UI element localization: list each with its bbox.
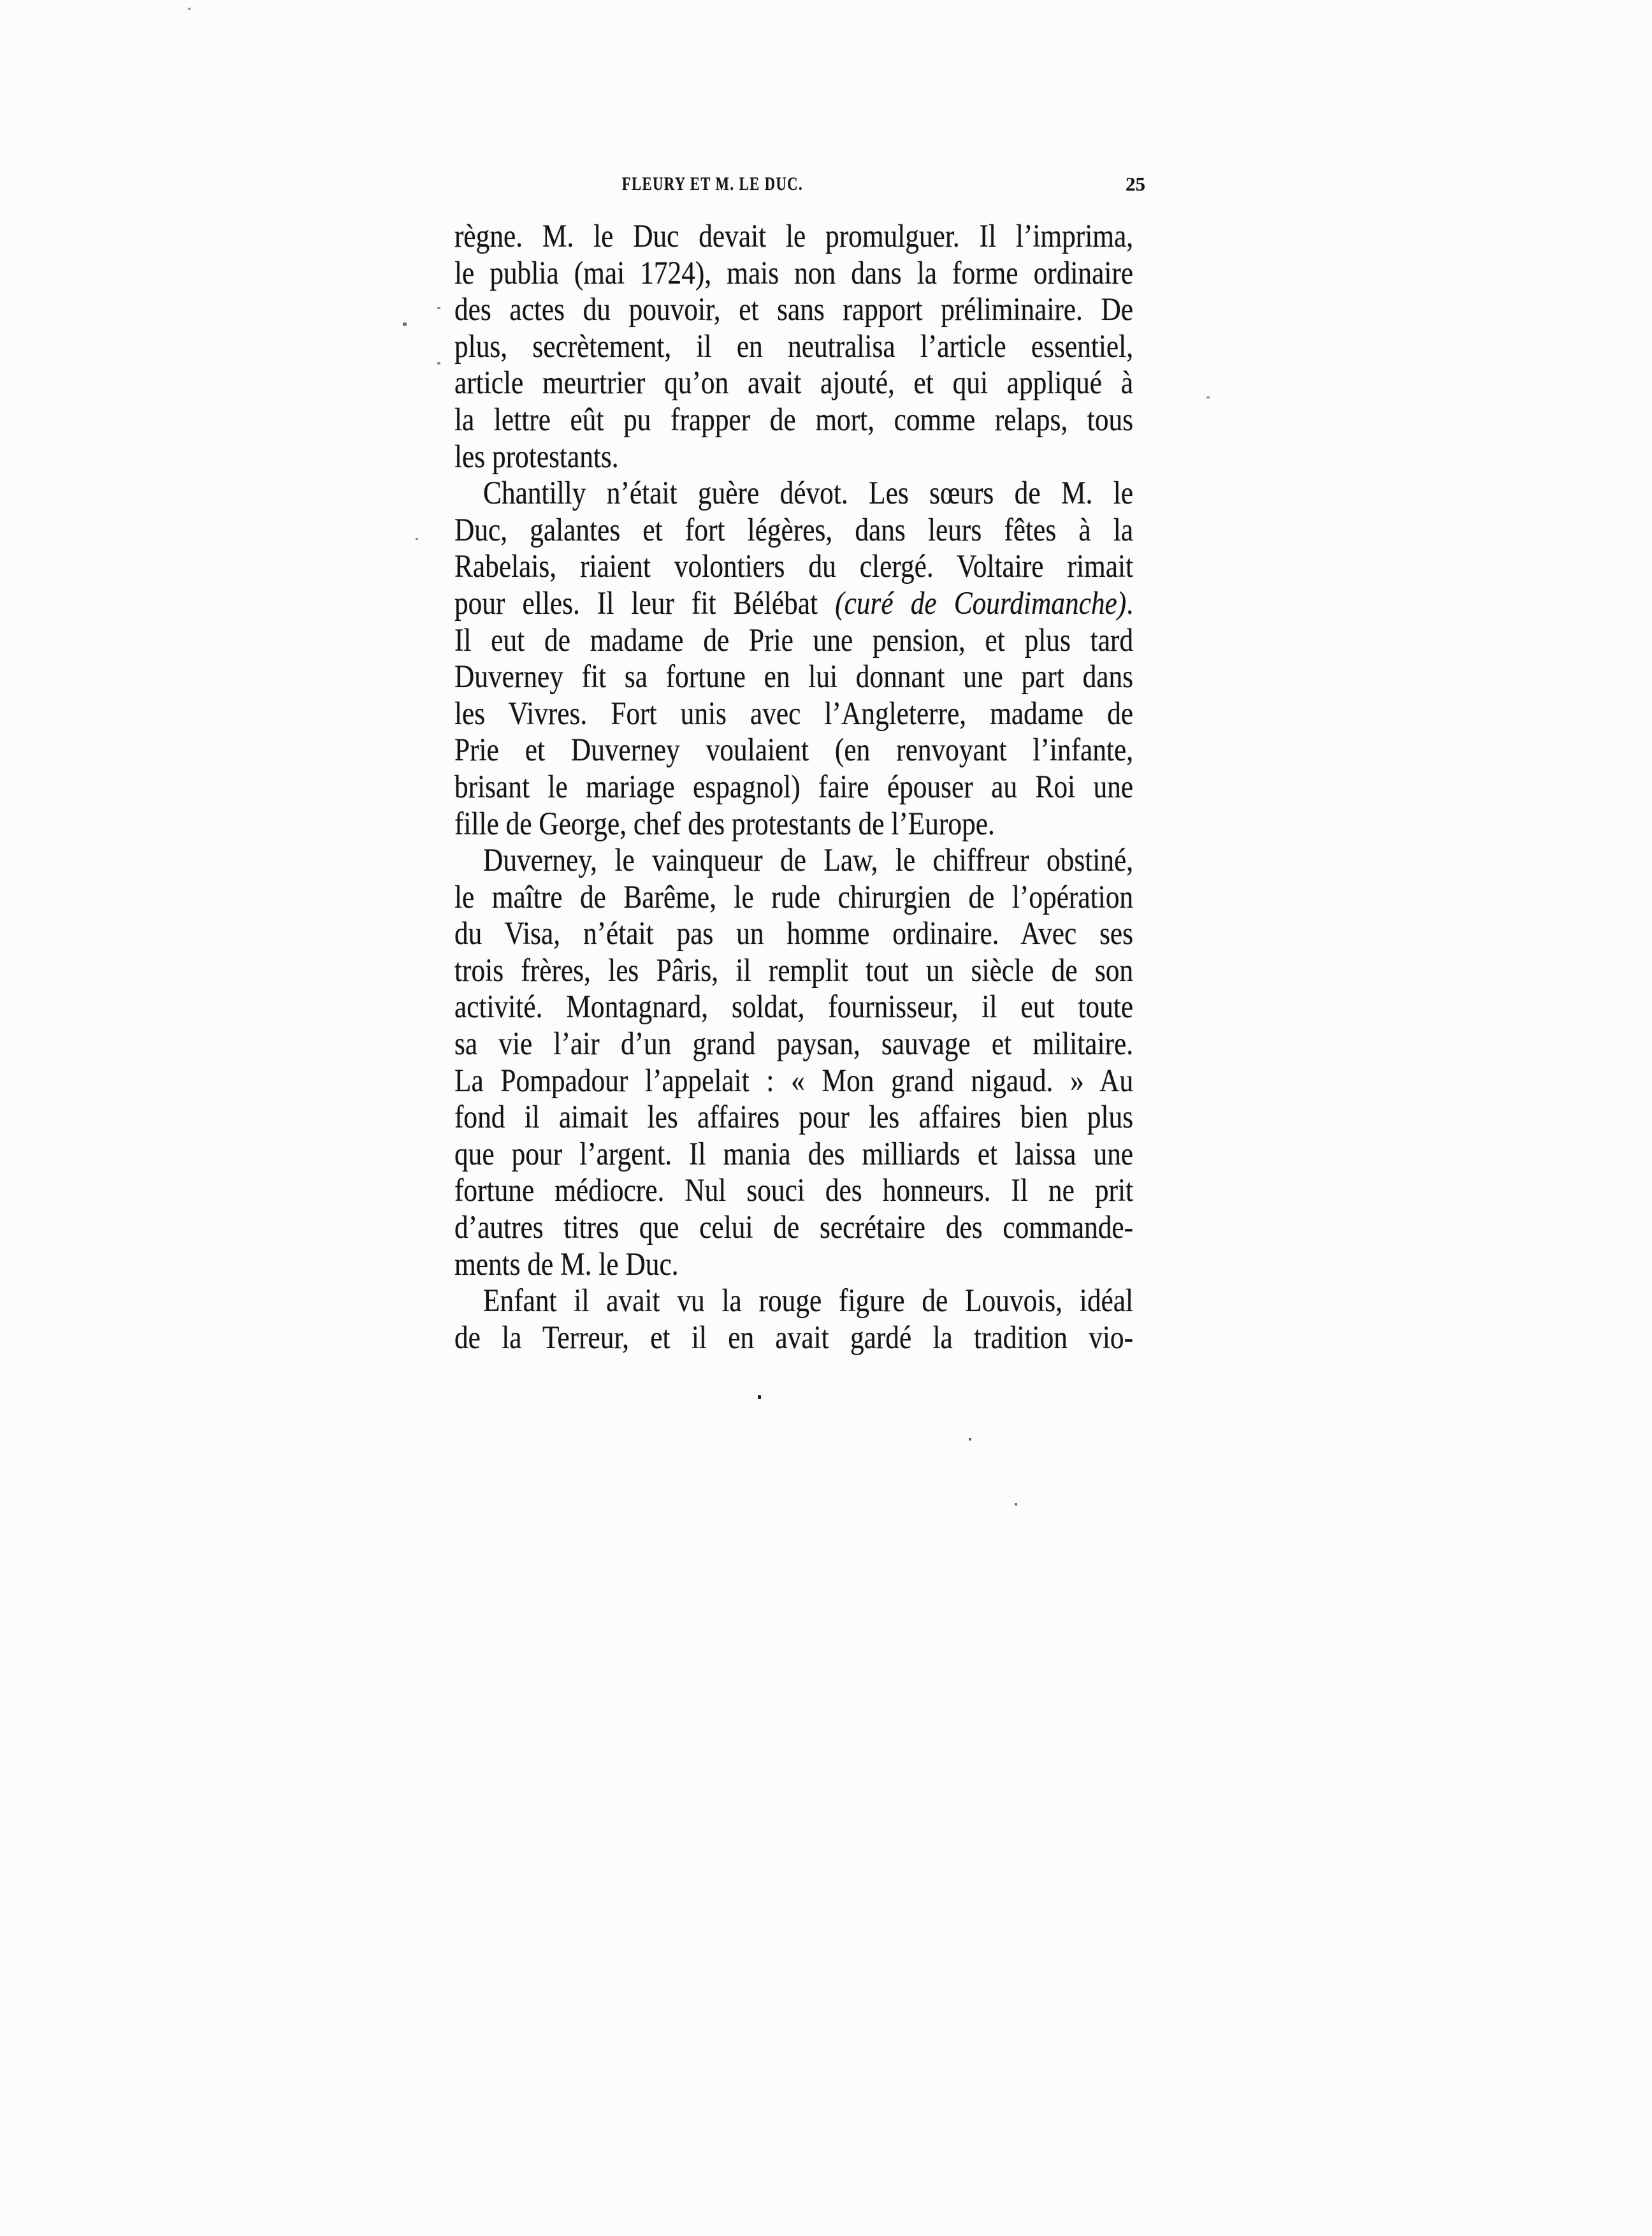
scan-speck	[403, 323, 407, 326]
text-line: les Vivres. Fort unis avec l’Angleterre, madame de	[454, 695, 1134, 732]
text-line: Duverney, le vainqueur de Law, le chiffreur obstiné,	[483, 843, 1134, 879]
text-line: Rabelais, riaient volontiers du clergé. Voltaire rimait	[454, 549, 1134, 585]
header-title: FLEURY ET M. LE DUC.	[621, 173, 804, 194]
text-run: pour elles. Il leur fit Bélébat	[454, 585, 836, 621]
text-line: activité. Montagnard, soldat, fournisseur, il eut toute	[454, 989, 1134, 1026]
italic-text: (curé de Courdimanche)	[835, 585, 1127, 621]
text-line: brisant le mariage espagnol) faire épouser au Roi une	[454, 769, 1134, 805]
text-line: ments de M. le Duc.	[454, 1246, 679, 1282]
scan-speck	[416, 538, 418, 540]
text-line: Duc, galantes et fort légères, dans leurs fêtes à la	[454, 512, 1134, 548]
scan-speck	[188, 8, 191, 10]
paragraph	[454, 219, 1133, 476]
paragraph	[454, 1283, 1133, 1356]
text-run: .	[1126, 585, 1134, 621]
text-line: d’autres titres que celui de secrétaire des commande-	[454, 1210, 1134, 1246]
text-line: trois frères, les Pâris, il remplit tout un siècle de son	[454, 952, 1134, 989]
scan-speck	[437, 307, 440, 309]
text-line: la lettre eût pu frapper de mort, comme relaps, tous	[454, 402, 1134, 438]
text-line: le maître de Barême, le rude chirurgien de l’opération	[454, 879, 1134, 915]
body-text	[454, 219, 1133, 1356]
text-line: article meurtrier qu’on avait ajouté, et qui appliqué à	[454, 365, 1134, 402]
running-header	[0, 0, 1652, 217]
text-line: Enfant il avait vu la rouge figure de Louvois, idéal	[483, 1283, 1134, 1319]
text-line: les protestants.	[454, 439, 619, 475]
text-line: fond il aimait les affaires pour les affaires bien plus	[454, 1100, 1134, 1136]
scan-speck	[437, 362, 440, 365]
text-line: de la Terreur, et il en avait gardé la tradition vio-	[454, 1319, 1134, 1356]
text-line: fortune médiocre. Nul souci des honneurs. Il ne prit	[454, 1173, 1134, 1209]
text-line: La Pompadour l’appelait : « Mon grand nigaud. » Au	[454, 1063, 1134, 1099]
text-line: Il eut de madame de Prie une pension, et plus tard	[454, 622, 1134, 658]
paragraph	[454, 476, 1133, 843]
text-line: sa vie l’air d’un grand paysan, sauvage et militaire.	[454, 1026, 1134, 1063]
text-line: des actes du pouvoir, et sans rapport préliminaire. De	[454, 292, 1134, 328]
text-line: fille de George, chef des protestants de l’Europe.	[454, 806, 995, 842]
text-line: Duverney fit sa fortune en lui donnant une part dans	[454, 659, 1134, 695]
scan-speck	[1015, 1503, 1017, 1506]
text-line: Chantilly n’était guère dévot. Les sœurs de M. le	[483, 476, 1134, 512]
scan-speck	[1206, 396, 1210, 398]
text-line	[454, 586, 1133, 623]
text-line: Prie et Duverney voulaient (en renvoyant l’infante,	[454, 732, 1134, 769]
text-line: règne. M. le Duc devait le promulguer. Il l’imprima,	[454, 219, 1134, 254]
scan-speck	[758, 1395, 761, 1399]
page-number: 25	[1126, 173, 1145, 195]
scan-speck	[969, 1438, 971, 1441]
text-line: du Visa, n’était pas un homme ordinaire. Avec ses	[454, 916, 1134, 952]
paragraph	[454, 843, 1133, 1283]
text-line: plus, secrètement, il en neutralisa l’article essentiel,	[454, 328, 1134, 365]
text-line: le publia (mai 1724), mais non dans la forme ordinaire	[454, 255, 1134, 291]
text-line: que pour l’argent. Il mania des milliards et laissa une	[454, 1136, 1134, 1172]
